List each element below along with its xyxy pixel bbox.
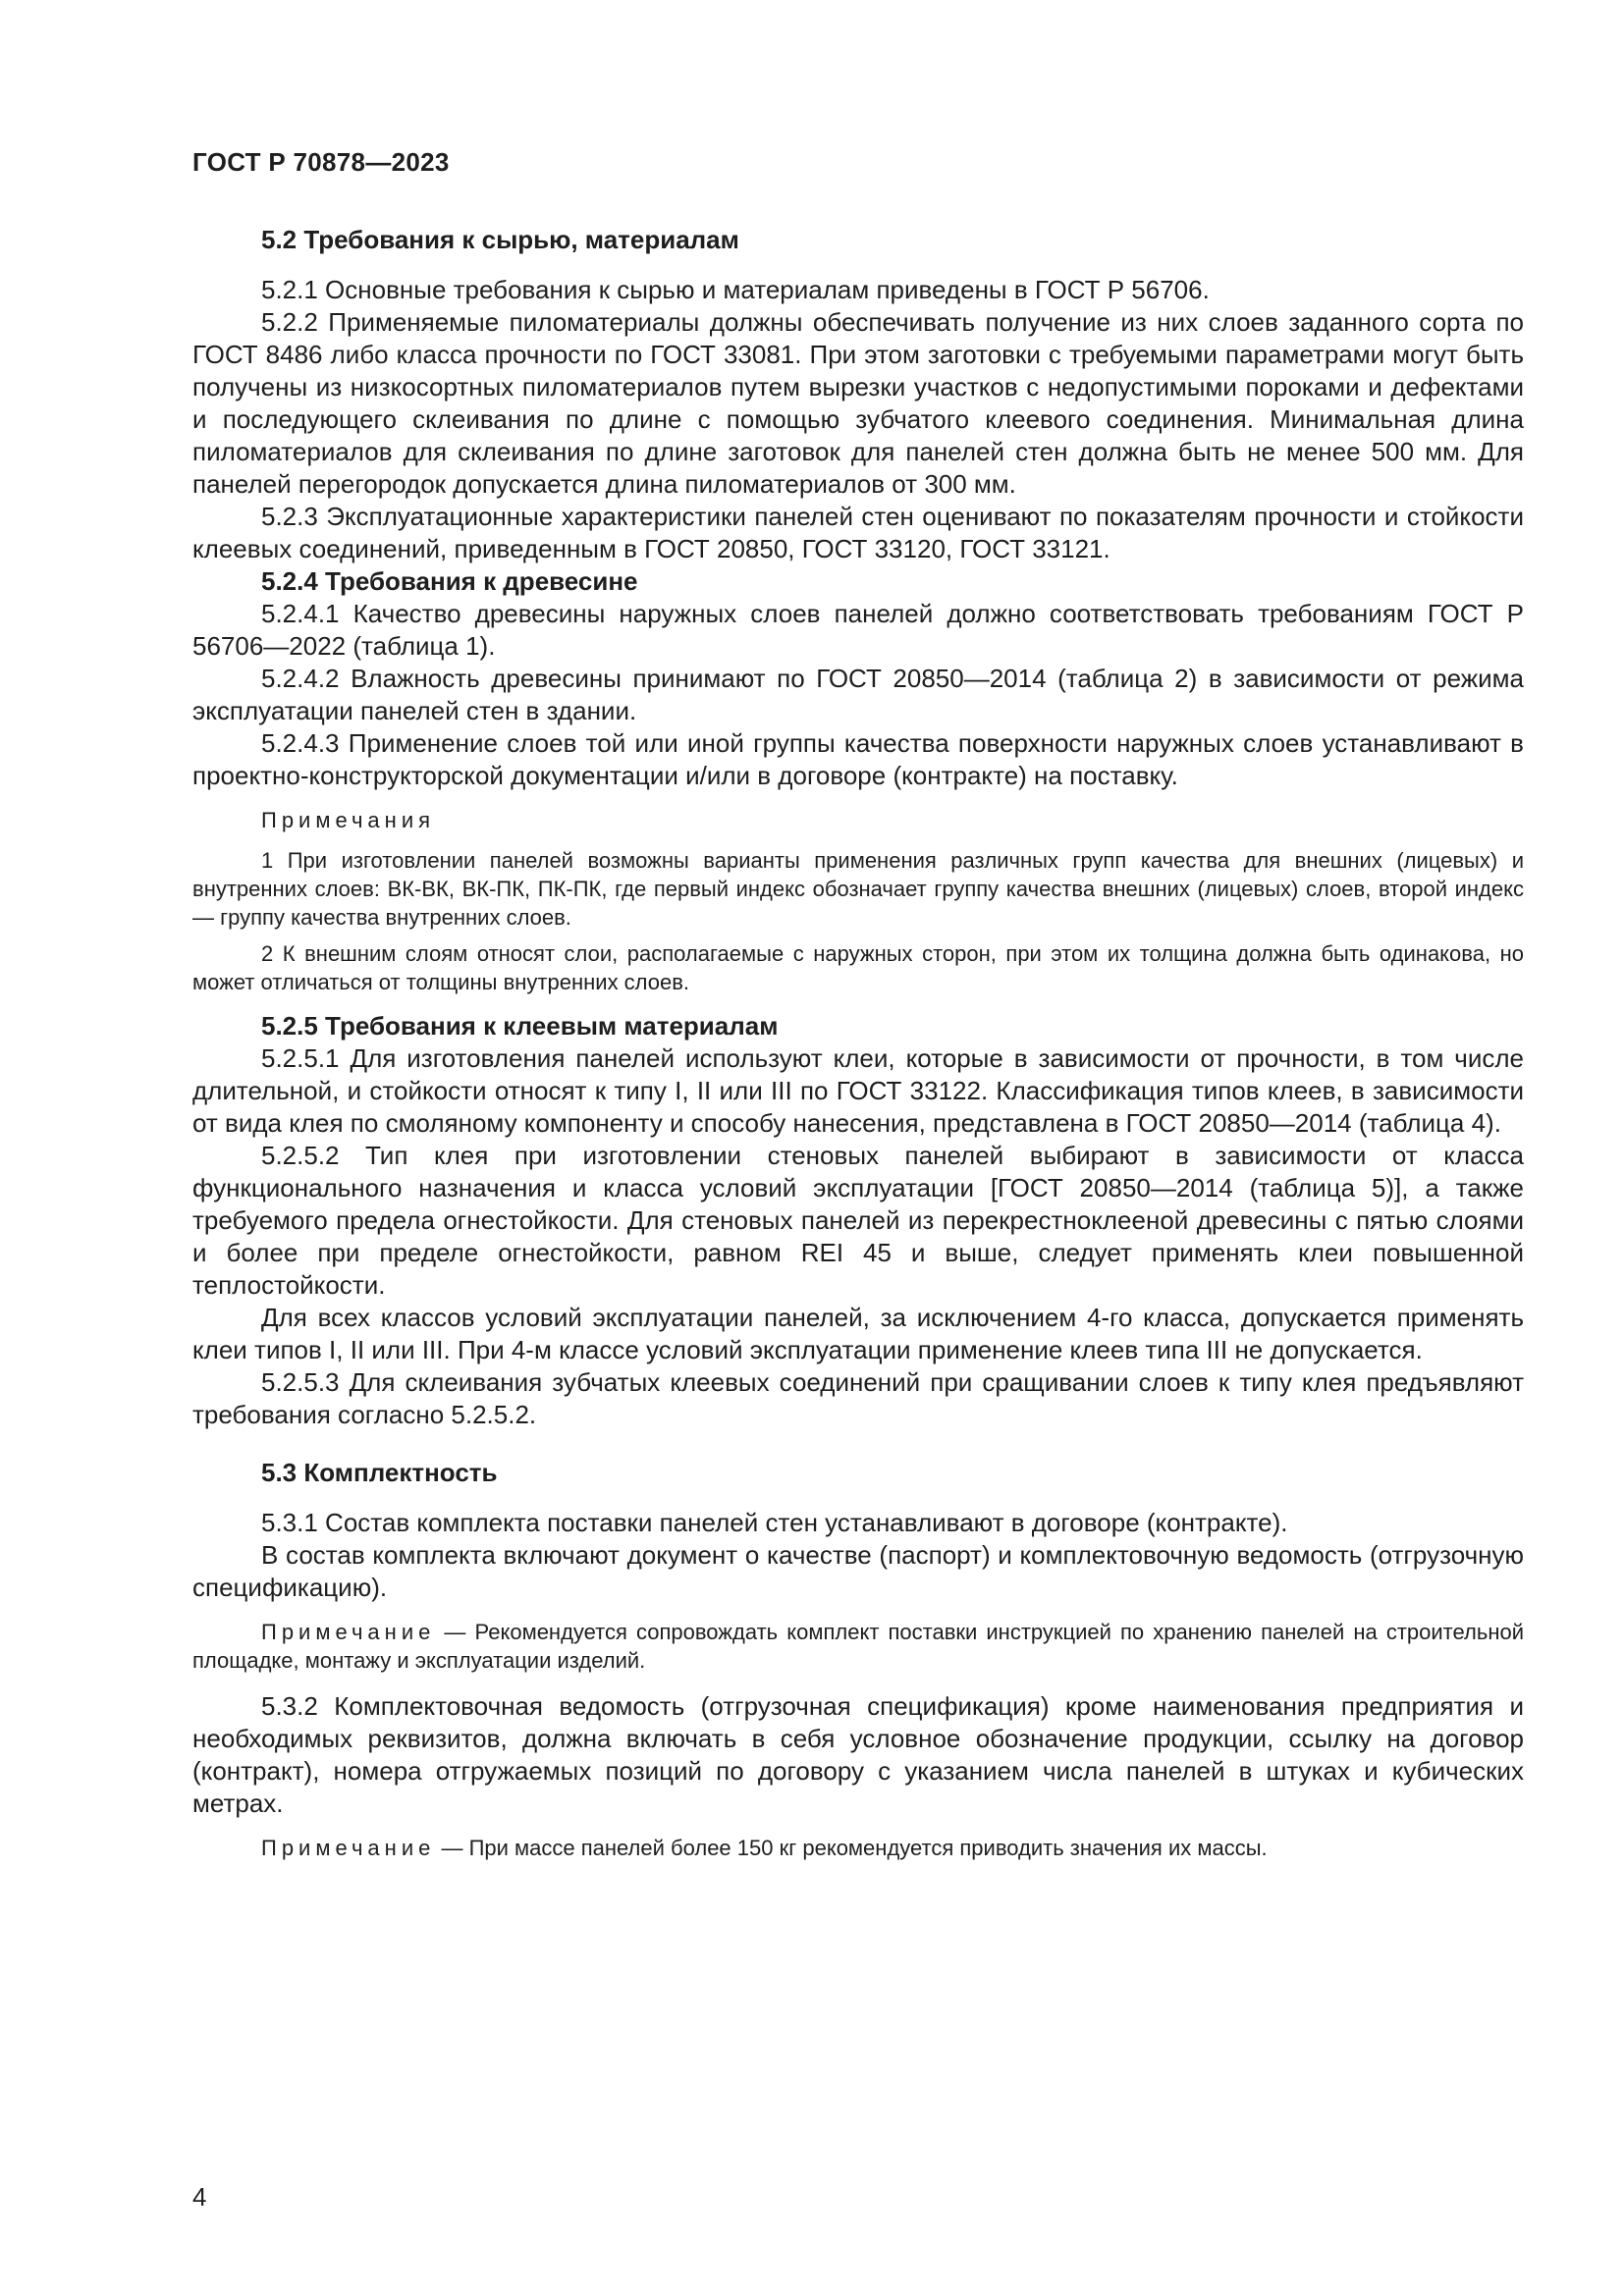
note-5-3-1	[192, 1618, 1524, 1675]
paragraph-5-2-4-3: 5.2.4.3 Применение слоев той или иной группы качества поверхности наружных слоев устанавливают в проектно-конструкторской документации и/или в договоре (контракте) на поставку.	[192, 728, 1524, 790]
note-5-3-2	[192, 1834, 1524, 1862]
paragraph-5-3-1: 5.3.1 Состав комплекта поставки панелей стен устанавливают в договоре (контракте).	[261, 1508, 1288, 1537]
paragraph-5-2-5-2: 5.2.5.2 Тип клея при изготовлении стеновых панелей выбирают в зависимости от класса функционального назначения и класса условий эксплуатации [ГОСТ 20850—2014 (таблица 5)], а также требуемого предела огнестойкости. Для стеновых панелей из перекрестноклееной древесины с пятью слоями и более при пределе огнестойкости, равном REI 45 и выше, следует применять клеи повышенной теплостойкости.	[192, 1141, 1524, 1300]
document-id: ГОСТ Р 70878—2023	[192, 147, 450, 177]
section-heading-5-2: 5.2 Требования к сырью, материалам	[261, 225, 739, 254]
note-text: — При массе панелей более 150 кг рекомендуется приводить значения их массы.	[435, 1836, 1268, 1860]
paragraph-5-2-5-3: 5.2.5.3 Для склеивания зубчатых клеевых соединений при сращивании слоев к типу клея предъявляют требования согласно 5.2.5.2.	[192, 1367, 1524, 1429]
note-1: 1 При изготовлении панелей возможны варианты применения различных групп качества для внешних (лицевых) и внутренних слоев: ВК-ВК, ВК-ПК, ПК-ПК, где первый индекс обозначает группу качества внешних (лицевых) слоев, второй индекс — группу качества внутренних слоев.	[192, 848, 1524, 930]
document-body	[192, 224, 1524, 1878]
notes-label: Примечания	[261, 808, 436, 832]
paragraph-5-2-3: 5.2.3 Эксплуатационные характеристики панелей стен оценивают по показателям прочности и стойкости клеевых соединений, приведенным в ГОСТ 20850, ГОСТ 33120, ГОСТ 33121.	[192, 502, 1524, 563]
paragraph-5-3-1-continued: В состав комплекта включают документ о качестве (паспорт) и комплектовочную ведомость (отгрузочную спецификацию).	[192, 1540, 1524, 1602]
paragraph-5-2-2: 5.2.2 Применяемые пиломатериалы должны обеспечивать получение из них слоев заданного сорта по ГОСТ 8486 либо класса прочности по ГОСТ 33081. При этом заготовки с требуемыми параметрами могут быть получены из низкосортных пиломатериалов путем вырезки участков с недопустимыми пороками и дефектами и последующего склеивания по длине с помощью зубчатого клеевого соединения. Минимальная длина пиломатериалов для склеивания по длине заготовок для панелей стен должна быть не менее 500 мм. Для панелей перегородок допускается длина пиломатериалов от 300 мм.	[192, 307, 1524, 499]
note-label: Примечание	[261, 1620, 436, 1644]
paragraph-5-2-4-1: 5.2.4.1 Качество древесины наружных слоев панелей должно соответствовать требованиям ГОСТ Р 56706—2022 (таблица 1).	[192, 599, 1524, 661]
paragraph-5-2-5-2-continued: Для всех классов условий эксплуатации панелей, за исключением 4-го класса, допускается применять клеи типов I, II или III. При 4-м классе условий эксплуатации применение клеев типа III не допускается.	[192, 1303, 1524, 1364]
section-heading-5-3: 5.3 Комплектность	[261, 1458, 498, 1487]
paragraph-5-3-2: 5.3.2 Комплектовочная ведомость (отгрузочная спецификация) кроме наименования предприятия и необходимых реквизитов, должна включать в себя условное обозначение продукции, ссылку на договор (контракт), номера отгружаемых позиций по договору с указанием числа панелей в штуках и кубических метрах.	[192, 1691, 1524, 1818]
subsection-heading-5-2-5: 5.2.5 Требования к клеевым материалам	[261, 1011, 779, 1041]
paragraph-5-2-4-2: 5.2.4.2 Влажность древесины принимают по ГОСТ 20850—2014 (таблица 2) в зависимости от режима эксплуатации панелей стен в здании.	[192, 664, 1524, 725]
note-label: Примечание	[261, 1836, 436, 1860]
subsection-heading-5-2-4: 5.2.4 Требования к древесине	[261, 566, 638, 596]
paragraph-5-2-5-1: 5.2.5.1 Для изготовления панелей используют клеи, которые в зависимости от прочности, в том числе длительной, и стойкости относят к типу I, II или III по ГОСТ 33122. Классификация типов клеев, в зависимости от вида клея по смоляному компоненту и способу нанесения, представлена в ГОСТ 20850—2014 (таблица 4).	[192, 1043, 1524, 1138]
page-number: 4	[192, 2182, 207, 2212]
note-2: 2 К внешним слоям относят слои, располагаемые с наружных сторон, при этом их толщина должна быть одинакова, но может отличаться от толщины внутренних слоев.	[192, 941, 1524, 994]
note-text: — Рекомендуется сопровождать комплект поставки инструкцией по хранению панелей на строительной площадке, монтажу и эксплуатации изделий.	[192, 1620, 1524, 1673]
paragraph-5-2-1: 5.2.1 Основные требования к сырью и материалам приведены в ГОСТ Р 56706.	[261, 275, 1210, 304]
